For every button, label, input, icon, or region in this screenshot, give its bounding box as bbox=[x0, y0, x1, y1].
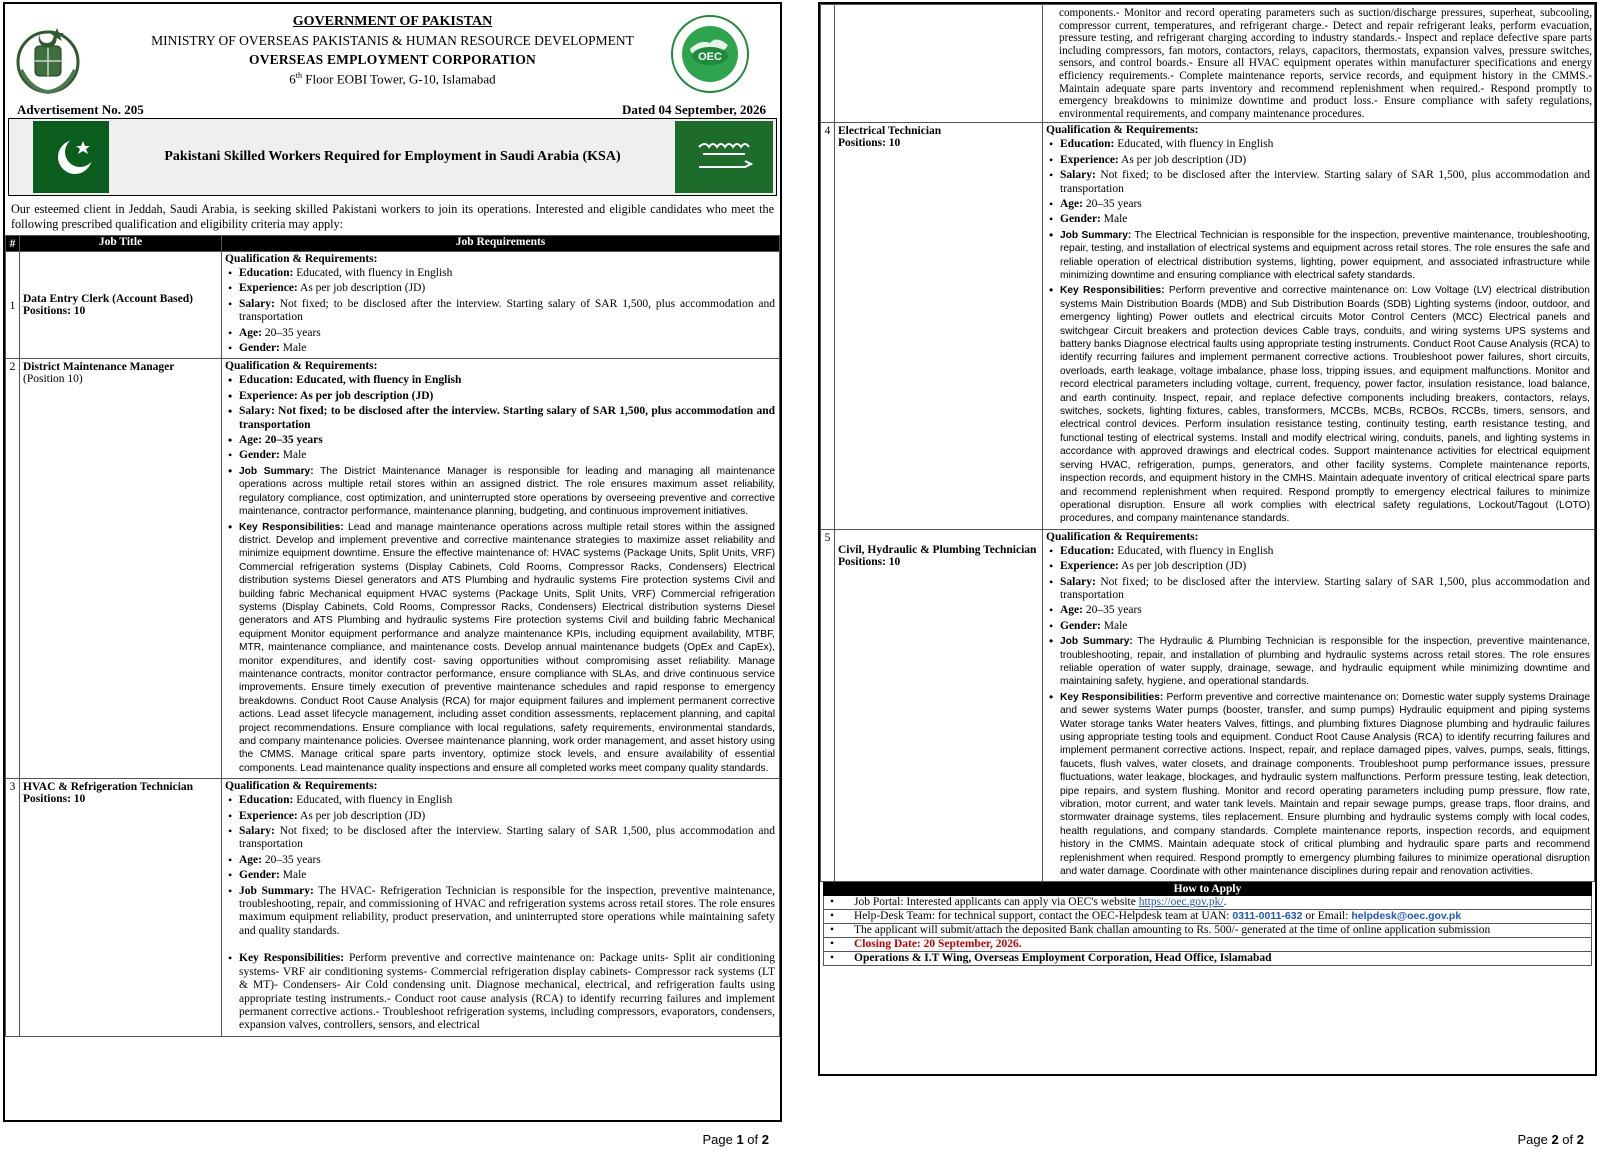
job-title: HVAC & Refrigeration Technician bbox=[23, 781, 194, 794]
job-summary: • Job Summary: The Electrical Technician is responsible for the inspection, preventive maintenance, troubleshooting, repair, testing, and installation of electrical systems and equipment across retail stores. The role ensures the safe and reliable operation of electrical distribution systems, lighting, power equipment, and associated infrastructure while minimizing downtime and ensuring compliance with electrical safety standards. bbox=[1046, 229, 1590, 283]
requirement-education: • Education: Educated, with fluency in English bbox=[225, 794, 775, 807]
qualification-heading: Qualification & Requirements: bbox=[225, 253, 378, 265]
how-to-apply bbox=[823, 882, 1592, 966]
requirement-experience: • Experience: As per job description (JD) bbox=[225, 390, 775, 403]
how-to-apply-title: How to Apply bbox=[823, 882, 1592, 896]
advertisement-date: Dated 04 September, 2026 bbox=[622, 102, 766, 117]
requirement-age: • Age: 20–35 years bbox=[225, 434, 775, 447]
job-number: 5 bbox=[821, 529, 835, 882]
requirement-experience: • Experience: As per job description (JD) bbox=[1046, 560, 1590, 573]
job-positions: Positions: 10 bbox=[838, 137, 901, 150]
table-row bbox=[6, 359, 780, 779]
pakistan-flag-icon bbox=[33, 121, 109, 193]
requirement-gender: • Gender: Male bbox=[1046, 213, 1590, 226]
key-responsibilities: • Key Responsibilities: Perform preventive and corrective maintenance on: Low Voltage (LV) electrical distribution systems Main Distribution Boards (MDB) and Sub Distribution Boards (SDB) Lighting systems (indoor, outdoor, and emergency lighting) Power outlets and electrical circuits Motor Control Centers (MCC) Electrical panels and switchgear Circuit breakers and protection devices Cable trays, conduits, and wiring systems UPS systems and battery banks Diagnose electrical faults using appropriate testing instruments. Conduct Root Cause Analysis (RCA) to identify recurring failures and implement permanent corrective actions. Troubleshoot power failures, short circuits, overloads, earth leakage, voltage imbalance, phase loss, tripping issues, and equipment malfunctions. Monitor and record electrical parameters including voltage, current, frequency, power factor, insulation resistance, load balance, and earth continuity. Inspect, repair, and replace defective components including breakers, contactors, relays, switches, sockets, lighting fixtures, cables, transformers, MCCBs, MCBs, RCBOs, RCCBs, timers, sensors, and electrical control devices. Perform insulation resistance testing, continuity testing, earth resistance testing, and functional testing of electrical systems. Install and modify electrical wiring, conduits, panels, and lighting systems in accordance with approved drawings and electrical codes. Support maintenance activities for electrical equipment serving HVAC, refrigeration, pumps, generators, and other facility systems. Complete maintenance reports, inspection records, and equipment history in the CMHS. Maintain adequate inventory of critical electrical spare parts and recommend replenishment when required. Respond promptly to emergency electrical failures to minimize operational disruption. Ensure all work complies with electrical safety regulations, Lockout/Tagout (LOTO) procedures, and company maintenance standards. bbox=[1046, 284, 1590, 525]
corporation-title: OVERSEAS EMPLOYMENT CORPORATION bbox=[249, 52, 536, 67]
job-number: 2 bbox=[6, 359, 20, 779]
helpdesk-uan: 0311-0011-632 bbox=[1232, 910, 1303, 923]
requirement-experience: • Experience: As per job description (JD) bbox=[225, 810, 775, 823]
job-summary: • Job Summary: The HVAC- Refrigeration Technician is responsible for the inspection, preventive maintenance, troubleshooting, repair, and commissioning of HVAC and refrigeration systems across retail stores. The role ensures maximum equipment reliability, product preservation, and uninterrupted store operations while maintaining safety and quality standards. bbox=[225, 885, 775, 939]
job-requirements bbox=[222, 252, 780, 359]
page-number: Page 1 of 2 bbox=[702, 1132, 769, 1147]
requirement-age: • Age: 20–35 years bbox=[1046, 198, 1590, 211]
requirement-age: • Age: 20–35 years bbox=[1046, 604, 1590, 617]
requirement-experience: • Experience: As per job description (JD) bbox=[1046, 154, 1590, 167]
list-item: • Help-Desk Team: for technical support, contact the OEC-Helpdesk team at UAN: 0311-0011-632 or Email: helpdesk@oec.gov.pk bbox=[823, 910, 1592, 924]
qualification-heading: Qualification & Requirements: bbox=[1046, 124, 1199, 137]
job-number: 3 bbox=[6, 779, 20, 1037]
svg-text:OEC: OEC bbox=[698, 51, 722, 63]
key-responsibilities-continued: components.- Monitor and record operating parameters such as suction/discharge pressures, superheat, subcooling, compressor current, temperatures, and refrigerant charge.- Detect and repair refrigerant leaks, perform evacuation, pressure testing, and refrigerant charging according to industry standards.- Inspect and replace defective spare parts including compressors, fan motors, contactors, relays, capacitors, thermostats, expansion valves, pressure switches, sensors, and control boards.- Ensure all HVAC equipment operates within manufacturer specifications and energy efficiency requirements.- Complete maintenance reports, service records, and equipment history in the CMMS.- Maintain adequate spare parts inventory and recommend replenishment when required.- Respond promptly to emergency breakdowns to minimize downtime and product loss.- Ensure compliance with safety regulations, environmental requirements, and company maintenance procedures. bbox=[1043, 5, 1595, 123]
requirement-education: • Education: Educated, with fluency in English bbox=[1046, 138, 1590, 151]
requirement-gender: • Gender: Male bbox=[225, 449, 775, 462]
job-requirements bbox=[222, 779, 780, 1037]
closing-date: Closing Date: 20 September, 2026. bbox=[854, 938, 1022, 951]
requirement-gender: • Gender: Male bbox=[1046, 620, 1590, 633]
job-title-cell bbox=[20, 779, 222, 1037]
job-title-cell bbox=[835, 123, 1043, 529]
page-2-frame bbox=[818, 2, 1597, 1076]
requirement-experience: • Experience: As per job description (JD) bbox=[225, 282, 775, 295]
job-title: Civil, Hydraulic & Plumbing Technician bbox=[838, 543, 1037, 556]
list-item: • Operations & I.T Wing, Overseas Employment Corporation, Head Office, Islamabad bbox=[823, 952, 1592, 966]
job-title-cell bbox=[20, 359, 222, 779]
table-row bbox=[821, 529, 1595, 882]
jobs-table-continued bbox=[820, 4, 1595, 882]
government-title: GOVERNMENT OF PAKISTAN bbox=[292, 14, 493, 29]
requirement-education: • Education: Educated, with fluency in English bbox=[225, 374, 775, 387]
requirement-salary: • Salary: Not fixed; to be disclosed after the interview. Starting salary of SAR 1,500, plus accommodation and transportation bbox=[225, 825, 775, 852]
jobs-table bbox=[5, 235, 780, 1037]
key-responsibilities: • Key Responsibilities: Perform preventive and corrective maintenance on: Package units- Split air conditioning systems- VRF air conditioning systems- Commercial refrigeration display cabinets- Compressor rack systems (LT & MT)- Condensers- Air Cold condensing unit. Diagnose mechanical, electrical, and refrigeration faults using appropriate testing instruments.- Conduct root cause analysis (RCA) to identify recurring failures and implement permanent corrective actions.- Troubleshoot refrigeration systems, including compressors, evaporators, condensers, expansion valves, controllers, sensors, and electrical bbox=[225, 952, 775, 1032]
job-title: Data Entry Clerk (Account Based) bbox=[23, 293, 193, 306]
job-title-cell bbox=[20, 252, 222, 359]
letterhead bbox=[5, 4, 780, 102]
key-responsibilities: • Key Responsibilities: Perform preventive and corrective maintenance on: Domestic water supply systems Drainage and sewer systems Water pumps (booster, transfer, and sump pumps) Hydraulic equipment and piping systems Water storage tanks Water heaters Valves, fittings, and plumbing fixtures Diagnose plumbing and hydraulic failures using appropriate testing tools and equipment. Conduct Root Cause Analysis (RCA) to identify recurring failures and implement permanent corrective actions. Inspect, repair, and replace damaged pipes, valves, pumps, seals, fittings, faucets, flush valves, water closets, and drainage components. Troubleshoot pump performance issues, pressure fluctuations, water leakage, blockages, and hydraulic system malfunctions. Perform pressure testing, leak detection, pipe repairs, and system flushing. Monitor and record operating parameters including pump pressure, flow rate, vibration, motor current, and water tank levels. Maintain and repair sewage pumps, grease traps, floor drains, and stormwater drainage systems, tiles replacement. Ensure plumbing and hydraulic systems comply with local codes, health regulations, and company standards. Complete maintenance reports, inspection records, and equipment history in the CMMS. Maintain adequate stock of critical plumbing and hydraulic spare parts and recommend replenishment when required. Respond promptly to emergency plumbing failures to minimize operational disruption and water damage. Coordinate with other maintenance disciplines during repair and renovation activities. bbox=[1046, 691, 1590, 879]
page-1 bbox=[0, 0, 785, 1153]
list-item: • The applicant will submit/attach the deposited Bank challan amounting to Rs. 500/- generated at the time of online application submission bbox=[823, 924, 1592, 938]
pakistan-emblem-icon bbox=[13, 20, 83, 96]
qualification-heading: Qualification & Requirements: bbox=[225, 360, 378, 373]
page-2 bbox=[815, 0, 1600, 1153]
job-positions: Positions: 10 bbox=[838, 555, 901, 568]
intro-paragraph: Our esteemed client in Jeddah, Saudi Arabia, is seeking skilled Pakistani workers to join its operations. Interested and eligible candidates who meet the following prescribed qualification and eligibility criteria may apply: bbox=[11, 202, 774, 231]
requirement-salary: • Salary: Not fixed; to be disclosed after the interview. Starting salary of SAR 1,500, plus accommodation and transportation bbox=[1046, 576, 1590, 603]
qualification-heading: Qualification & Requirements: bbox=[225, 780, 378, 793]
banner-title: Pakistani Skilled Workers Required for Employment in Saudi Arabia (KSA) bbox=[164, 149, 621, 164]
oec-logo-icon bbox=[670, 14, 750, 94]
advertisement-number: Advertisement No. 205 bbox=[17, 102, 144, 117]
table-row bbox=[6, 252, 780, 359]
table-header-row bbox=[6, 236, 780, 252]
requirement-gender: • Gender: Male bbox=[225, 869, 775, 882]
job-title: Electrical Technician bbox=[838, 125, 942, 138]
requirement-salary: • Salary: Not fixed; to be disclosed after the interview. Starting salary of SAR 1,500, plus accommodation and transportation bbox=[225, 405, 775, 432]
title-banner bbox=[8, 118, 777, 196]
job-summary: • Job Summary: The District Maintenance Manager is responsible for leading and managing all maintenance operations across multiple retail stores within an assigned district. The role ensures maximum asset reliability, regulatory compliance, cost optimization, and uninterrupted store operations by overseeing preventive and corrective maintenance, contractor performance, maintenance planning, budgeting, and continuous improvement initiatives. bbox=[225, 465, 775, 519]
requirement-education: • Education: Educated, with fluency in English bbox=[1046, 545, 1590, 558]
saudi-flag-icon bbox=[675, 121, 773, 193]
list-item: • Closing Date: 20 September, 2026. bbox=[823, 938, 1592, 952]
list-item: • Job Portal: Interested applicants can apply via OEC's website https://oec.gov.pk/. bbox=[823, 896, 1592, 910]
qualification-heading: Qualification & Requirements: bbox=[1046, 530, 1199, 543]
job-title: District Maintenance Manager bbox=[23, 361, 175, 374]
key-responsibilities: • Key Responsibilities: Lead and manage maintenance operations across multiple retail stores within the assigned district. Develop and implement preventive and corrective maintenance strategies to maximize asset reliability and minimize equipment downtime. Ensure the effective maintenance of: HVAC systems (Package Units, Split Units, VRF) Commercial refrigeration systems (Display Cabinets, Cold Rooms, Compressor Racks, Condensers) Electrical distribution systems Diesel generators and ATS Plumbing and hydraulic systems Fire protection systems Civil and building fabric Mechanical equipment HVAC systems (Package Units, Split Units, VRF) Commercial refrigeration systems (Display Cabinets, Cold Rooms, Compressor Racks, Condensers) Electrical distribution systems Diesel generators and ATS Plumbing and hydraulic systems Fire protection systems Civil and building fabric Mechanical equipment Monitor equipment performance and analyze maintenance KPIs, including equipment availability, MTBF, MTR, maintenance compliance, and maintenance costs. Develop annual maintenance budgets (OpEx and CapEx), monitor expenditures, and identify cost- saving opportunities without compromising asset reliability. Manage maintenance contracts, monitor contractor performance, ensure compliance with SLAs, and drive continuous service improvements. Ensure timely execution of preventive maintenance schedules and rapid response to emergency breakdowns. Conduct Root Cause Analysis (RCA) for major equipment failures and implement permanent corrective actions. Lead asset lifecycle management, including asset condition assessments, replacement planning, and capital project recommendations. Ensure compliance with local regulations, safety requirements, environmental standards, and company maintenance policies. Oversee maintenance planning, work order management, and asset history using the CMMS. Manage critical spare parts inventory, optimize stock levels, and ensure availability of essential components. Lead maintenance quality inspections and ensure all completed works meet company quality standards. bbox=[225, 521, 775, 776]
requirement-age: • Age: 20–35 years bbox=[225, 327, 775, 340]
address: 6th Floor EOBI Tower, G-10, Islamabad bbox=[289, 71, 496, 87]
page-number: Page 2 of 2 bbox=[1517, 1132, 1584, 1147]
job-number: 4 bbox=[821, 123, 835, 529]
job-requirements bbox=[1043, 529, 1595, 882]
job-positions: Positions: 10 bbox=[23, 793, 86, 806]
col-number: # bbox=[6, 236, 20, 252]
ministry-title: MINISTRY OF OVERSEAS PAKISTANIS & HUMAN RESOURCE DEVELOPMENT bbox=[151, 33, 634, 48]
job-positions: (Position 10) bbox=[23, 373, 83, 386]
table-row bbox=[821, 5, 1595, 123]
requirement-education: • Education: Educated, with fluency in English bbox=[225, 267, 775, 280]
table-row bbox=[821, 123, 1595, 529]
requirement-age: • Age: 20–35 years bbox=[225, 854, 775, 867]
job-number: 1 bbox=[6, 252, 20, 359]
oec-website-link[interactable]: https://oec.gov.pk/ bbox=[1138, 896, 1224, 909]
col-job-title: Job Title bbox=[20, 236, 222, 252]
requirement-salary: • Salary: Not fixed; to be disclosed after the interview. Starting salary of SAR 1,500, plus accommodation and transportation bbox=[1046, 169, 1590, 196]
job-requirements bbox=[222, 359, 780, 779]
job-summary: • Job Summary: The Hydraulic & Plumbing Technician is responsible for the inspection, preventive maintenance, troubleshooting, repair, and installation of plumbing and hydraulic systems across retail stores. The role ensures reliable operation of water supply, drainage, sewage, and hydraulic equipment while minimizing downtime and maintaining safety, hygiene, and operational standards. bbox=[1046, 635, 1590, 689]
job-requirements bbox=[1043, 123, 1595, 529]
col-job-requirements: Job Requirements bbox=[222, 236, 780, 252]
page-1-frame bbox=[3, 2, 782, 1122]
job-positions: Positions: 10 bbox=[23, 305, 86, 318]
advertisement-meta bbox=[5, 102, 780, 118]
requirement-salary: • Salary: Not fixed; to be disclosed after the interview. Starting salary of SAR 1,500, plus accommodation and transportation bbox=[225, 298, 775, 325]
job-title-cell bbox=[835, 529, 1043, 882]
head-office: Operations & I.T Wing, Overseas Employment Corporation, Head Office, Islamabad bbox=[854, 952, 1272, 965]
helpdesk-email[interactable]: helpdesk@oec.gov.pk bbox=[1351, 910, 1462, 923]
requirement-gender: • Gender: Male bbox=[225, 342, 775, 355]
table-row bbox=[6, 779, 780, 1037]
